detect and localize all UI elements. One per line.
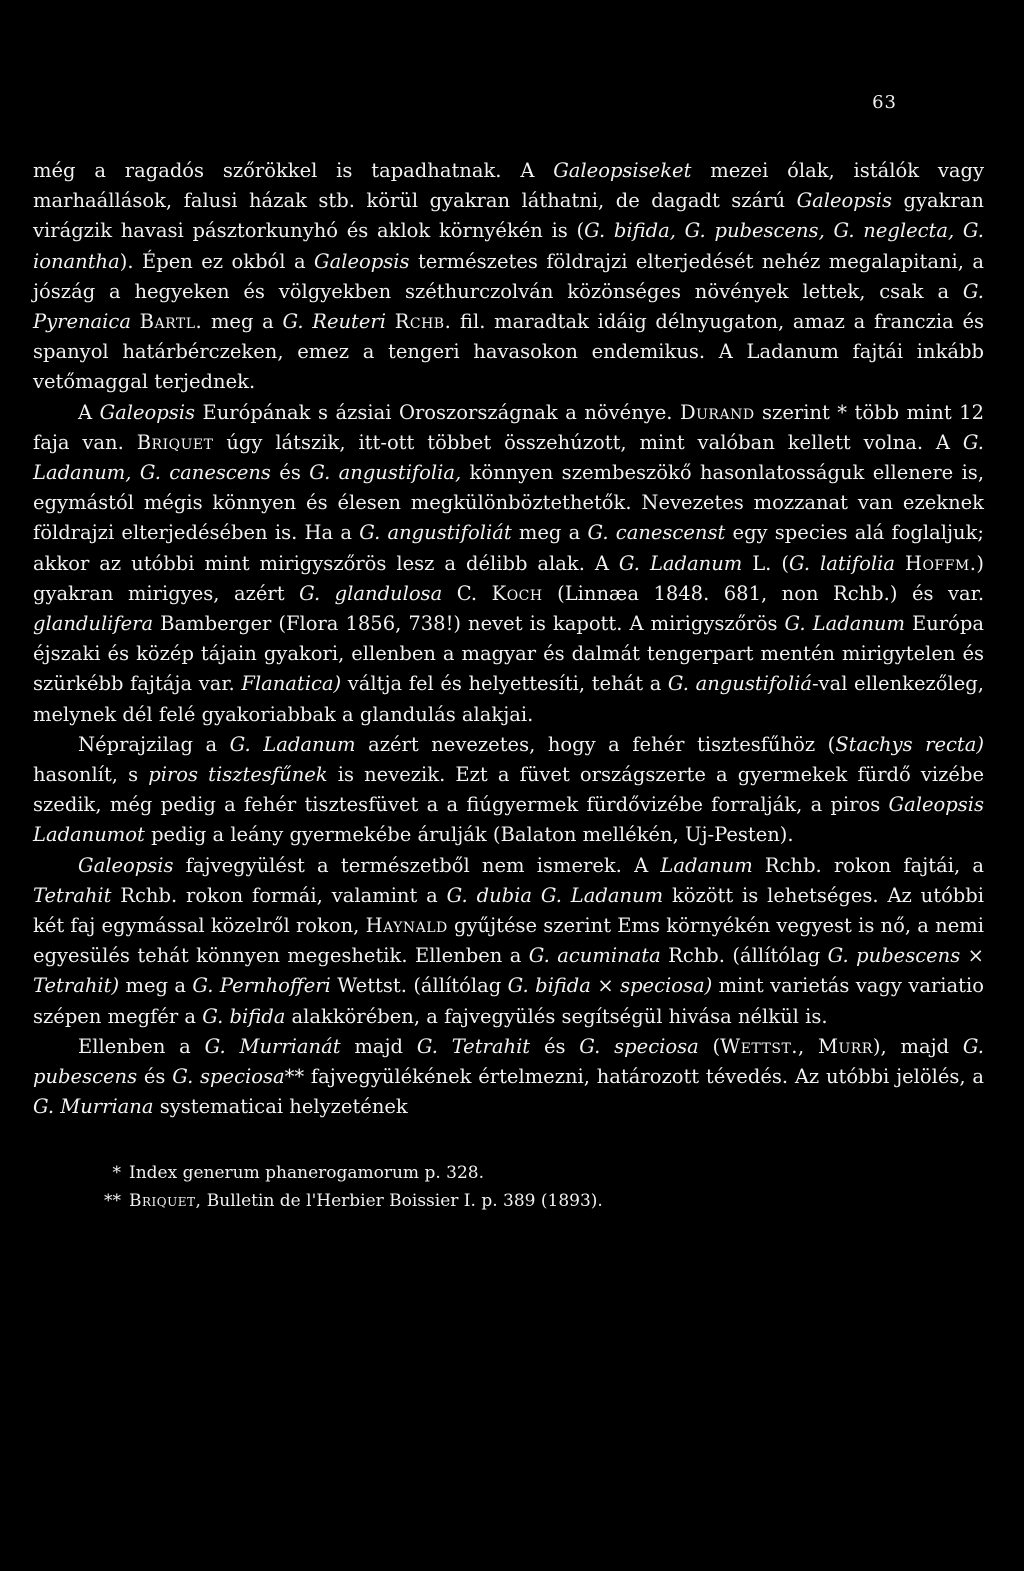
text-run: Európának s ázsiai Oroszországnak a növénye. bbox=[195, 400, 680, 424]
text-run: ). Épen ez okból a bbox=[119, 249, 315, 273]
italic-text: G. Ladanum bbox=[229, 732, 356, 756]
text-run: Index generum phanerogamorum p. 328. bbox=[129, 1162, 484, 1183]
text-run: -val ellenkezőleg, melynek dél felé gyakoriabbak a glandulás alakjai. bbox=[33, 672, 984, 726]
text-run: Rchb. rokon fajtái, a bbox=[752, 853, 984, 877]
footnote-mark: ** bbox=[104, 1190, 121, 1211]
text-run: , bbox=[797, 1034, 818, 1058]
italic-text: G. bifida, G. pubescens, G. neglecta, G. ionantha bbox=[33, 219, 984, 273]
italic-text: G. angustifoliá bbox=[667, 672, 812, 696]
italic-text: G. speciosa bbox=[172, 1065, 285, 1089]
italic-text: Stachys recta) bbox=[835, 732, 984, 756]
italic-text: G. Ladanum, G. canescens bbox=[33, 430, 985, 485]
text-run: Bulletin de l'Herbier Boissier I. p. 389 (1893). bbox=[201, 1190, 603, 1211]
italic-text: G. angustifoliát bbox=[359, 521, 512, 545]
text-run: ( bbox=[698, 1034, 721, 1058]
small-caps-text: Koch bbox=[491, 581, 543, 605]
italic-text: Galeopsis bbox=[314, 249, 410, 273]
italic-text: G. acuminata bbox=[528, 944, 661, 968]
text-run: fil. maradtak idáig délnyugaton, amaz a franczia és spanyol határbérczeken, emez a tengeri havasokon endemikus. A Ladanum fajtái inkább vetőmaggal terjednek. bbox=[33, 310, 984, 394]
italic-text: Ladanum bbox=[660, 853, 753, 877]
text-run: gyűjtése szerint Ems környékén vegyest is nő, a nemi egyesülés tehát könnyen megeshetik. Ellenben a bbox=[33, 914, 984, 968]
italic-text: G. latifolia bbox=[788, 551, 895, 575]
italic-text: G. Ladanum bbox=[540, 883, 664, 907]
small-caps-text: Durand bbox=[680, 400, 755, 424]
text-run: Ellenben a bbox=[78, 1034, 205, 1058]
italic-text: G. angustifolia, bbox=[309, 461, 462, 485]
text-run: pedig a leány gyermekébe árulják (Balaton mellékén, Uj-Pesten). bbox=[144, 823, 794, 847]
text-run: azért nevezetes, hogy a fehér tisztesfűhöz ( bbox=[355, 732, 836, 756]
italic-text: G. bifida bbox=[202, 1004, 286, 1028]
italic-text: G. speciosa bbox=[579, 1034, 699, 1058]
text-run: és bbox=[270, 461, 310, 485]
body-text bbox=[33, 156, 984, 1123]
italic-text: G. pubescens × Tetrahit) bbox=[33, 944, 984, 998]
text-run: meg a bbox=[119, 974, 193, 998]
text-run: természetes földrajzi elterjedését nehéz megalapitani, a jószág a hegyeken és völgyekben széthurczolván közönséges növények lettek, csak a bbox=[33, 249, 985, 303]
text-run: ** fajvegyülékének értelmezni, határozott tévedés. Az utóbbi jelölés, a bbox=[284, 1065, 985, 1089]
text-run: még a ragadós szőrökkel is tapadhatnak. A bbox=[33, 159, 554, 182]
text-run: gyakran virágzik havasi pásztorkunyhó és aklok környékén is ( bbox=[33, 189, 984, 243]
text-run bbox=[386, 310, 395, 333]
small-caps-text: Rchb. bbox=[394, 310, 452, 334]
text-run: váltja fel és helyettesíti, tehát a bbox=[341, 672, 668, 696]
text-run: meg a bbox=[511, 521, 588, 545]
text-run: hasonlít, s bbox=[33, 763, 149, 787]
text-run: meg a bbox=[202, 310, 283, 334]
italic-text: Galeopsis Ladanumot bbox=[33, 793, 984, 847]
text-run: C. bbox=[442, 581, 492, 605]
text-run: Néprajzilag a bbox=[78, 732, 230, 756]
text-run: Európa éjszaki és közép tájain gyakori, ellenben a magyar és dalmát tengerpart mentén mirigytelen és szürkébb fajtája var. bbox=[33, 612, 984, 696]
italic-text: G. Pyrenaica bbox=[33, 279, 984, 334]
small-caps-text: Bartl. bbox=[139, 310, 203, 334]
text-run: fajvegyülést a természetből nem ismerek. A bbox=[173, 853, 661, 877]
text-run: között is lehetséges. Az utóbbi két faj egymással közelről rokon, bbox=[33, 883, 985, 938]
italic-text: G. glandulosa bbox=[299, 581, 443, 605]
italic-text: G. dubia bbox=[446, 883, 532, 907]
text-run: Rchb. (állítólag bbox=[660, 944, 828, 968]
small-caps-text: Briquet, bbox=[129, 1190, 202, 1211]
text-run: (Linnæa 1848. 681, non Rchb.) és var. bbox=[542, 581, 985, 605]
text-run bbox=[895, 552, 905, 575]
italic-text: G. bifida × speciosa) bbox=[507, 974, 713, 998]
italic-text: Galeopsis bbox=[99, 400, 196, 424]
italic-text: G. Pernhofferi bbox=[192, 974, 331, 998]
paragraph bbox=[33, 398, 984, 730]
paragraph bbox=[33, 851, 984, 1032]
italic-text: G. Murriana bbox=[33, 1095, 154, 1119]
text-run: ) gyakran mirigyes, azért bbox=[33, 551, 985, 605]
small-caps-text: Briquet bbox=[136, 430, 214, 454]
text-run: szerint * több mint 12 faja van. bbox=[33, 400, 984, 454]
small-caps-text: Wettst. bbox=[720, 1034, 798, 1058]
small-caps-text: Murr bbox=[817, 1034, 873, 1058]
italic-text: Galeopsis bbox=[796, 189, 893, 213]
text-run: ), majd bbox=[872, 1034, 963, 1058]
italic-text: Tetrahit bbox=[33, 883, 112, 907]
text-run: L. ( bbox=[742, 551, 789, 575]
paragraph bbox=[33, 1032, 984, 1123]
text-run: is nevezik. Ezt a füvet országszerte a gyermekek fürdő vizébe szedik, még pedig a fehér tisztesfüvet a a fiúgyermek fürdővizébe forralják, a piros bbox=[33, 763, 984, 817]
italic-text: glandulifera bbox=[33, 612, 154, 636]
text-run: systematicai helyzetének bbox=[153, 1095, 408, 1119]
text-run: Wettst. (állítólag bbox=[330, 974, 508, 998]
italic-text: G. Tetrahit bbox=[416, 1034, 531, 1058]
paragraph bbox=[33, 730, 984, 851]
italic-text: G. pubescens bbox=[33, 1034, 984, 1089]
text-run: úgy látszik, itt-ott többet összehúzott, mint valóban kellett volna. A bbox=[213, 430, 963, 454]
text-run: Rchb. rokon formái, valamint a bbox=[111, 883, 447, 907]
small-caps-text: Hoffm. bbox=[904, 551, 977, 575]
italic-text: Flanatica) bbox=[241, 672, 342, 696]
italic-text: Galeopsiseket bbox=[553, 159, 692, 182]
text-run: és bbox=[530, 1034, 580, 1058]
text-run bbox=[131, 310, 140, 333]
page-number: 63 bbox=[872, 92, 897, 113]
italic-text: G. Ladanum bbox=[618, 551, 743, 575]
footnote bbox=[83, 1187, 984, 1215]
paragraph bbox=[33, 156, 984, 398]
italic-text: G. canescenst bbox=[587, 521, 726, 545]
text-run: mint varietás vagy variatio szépen megfér a bbox=[33, 974, 984, 1028]
text-run: könnyen szembeszökő hasonlatosságuk ellenere is, egymástól mégis könnyen és élesen megkülönböztethetők. Nevezetes mozzanat van ezeknek földrajzi elterjedésében is. Ha a bbox=[33, 461, 985, 545]
text-run: és bbox=[137, 1065, 173, 1089]
italic-text: G. Ladanum bbox=[784, 612, 905, 636]
text-run: A bbox=[78, 400, 100, 424]
text-run: egy species alá foglaljuk; akkor az utóbbi mint mirigyszőrös lesz a délibb alak. A bbox=[33, 521, 984, 575]
footnote-mark: * bbox=[112, 1162, 121, 1183]
text-run bbox=[532, 884, 541, 907]
footnotes bbox=[33, 1159, 984, 1215]
italic-text: Galeopsis bbox=[78, 853, 174, 877]
text-run: majd bbox=[340, 1034, 417, 1058]
italic-text: G. Murrianát bbox=[204, 1034, 341, 1058]
text-run: alakkörében, a fajvegyülés segítségül hivása nélkül is. bbox=[285, 1004, 828, 1028]
text-run: Bamberger (Flora 1856, 738!) nevet is kapott. A mirigyszőrös bbox=[153, 612, 785, 636]
italic-text: piros tisztesfűnek bbox=[148, 763, 328, 787]
italic-text: G. Reuteri bbox=[282, 310, 386, 334]
text-run: mezei ólak, istálók vagy marhaállások, falusi házak stb. körül gyakran láthatni, de dagadt szárú bbox=[33, 159, 984, 213]
small-caps-text: Haynald bbox=[365, 914, 448, 938]
footnote bbox=[83, 1159, 984, 1187]
